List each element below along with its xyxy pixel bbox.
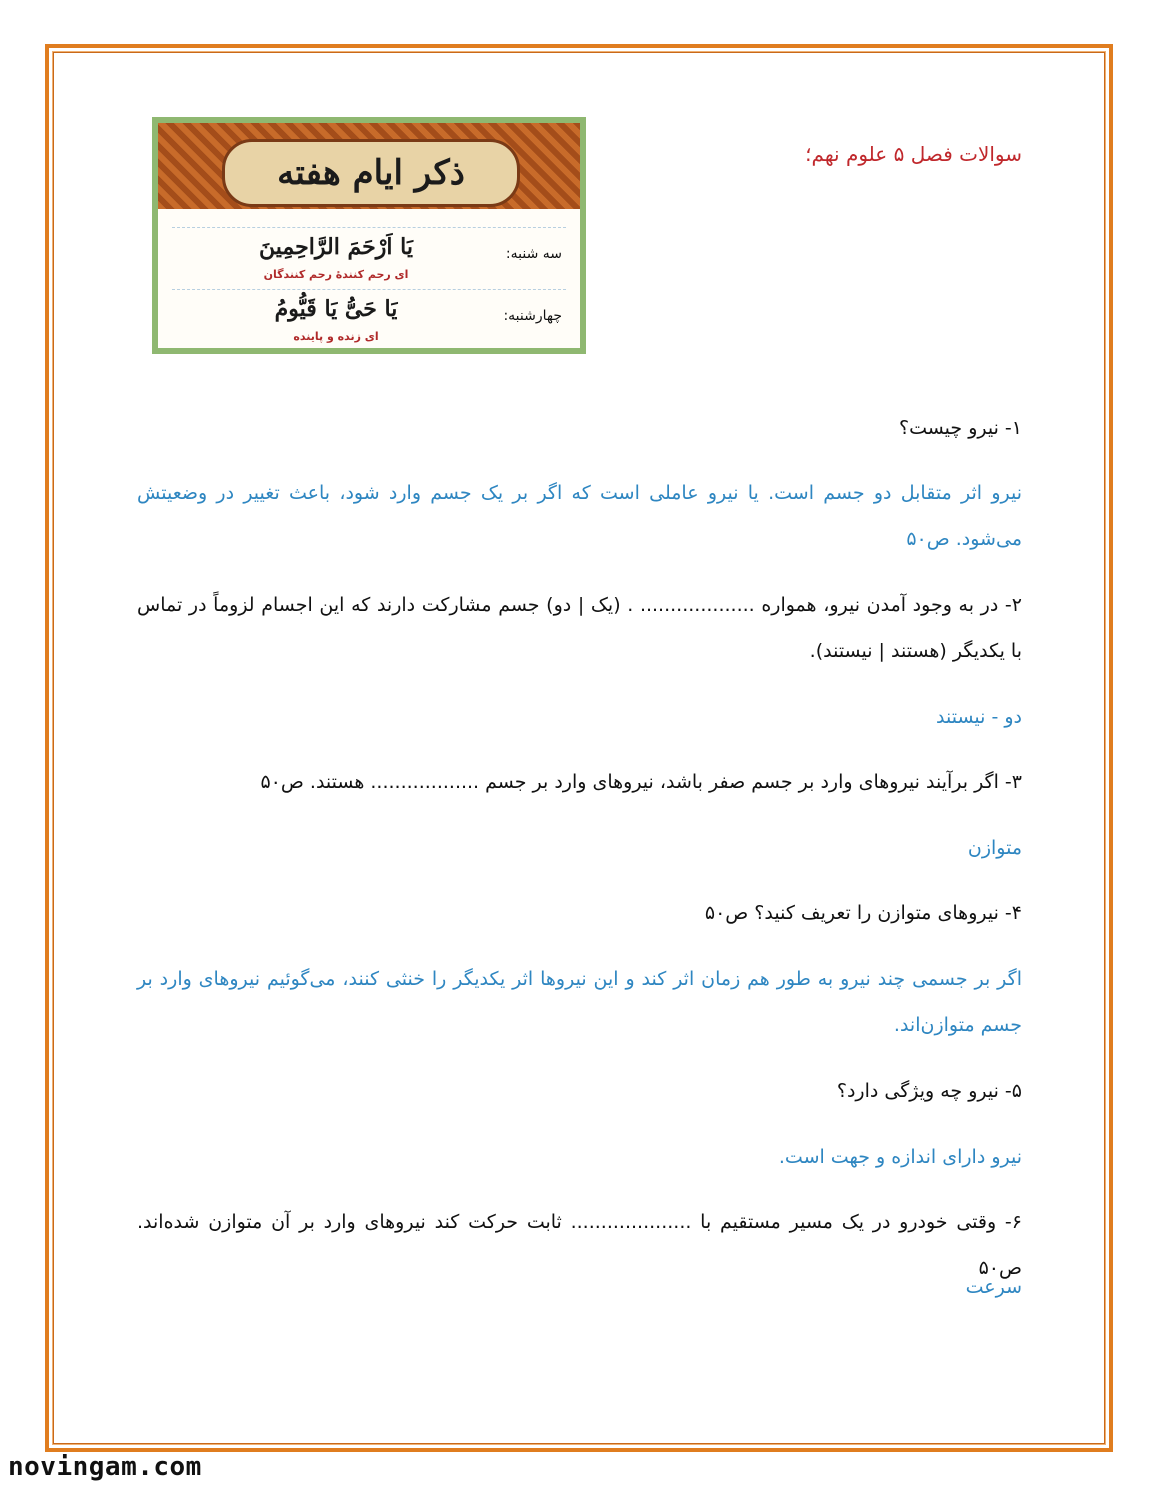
answer-4: اگر بر جسمی چند نیرو به طور هم زمان اثر کند و این نیروها اثر یکدیگر را خنثی کنند، می‌گوئیم نیروهای وارد بر جسم متوازن‌اند. <box>137 968 1022 1036</box>
card-row-dhikr: یَا حَیُّ یَا قَیُّومُ <box>274 296 398 322</box>
site-watermark: novingam.com <box>8 1452 202 1482</box>
card-title: ذکر ایام هفته <box>277 153 465 193</box>
answer-1: نیرو اثر متقابل دو جسم است. یا نیرو عاملی است که اگر بر یک جسم وارد شود، باعث تغییر در وضعیتش می‌شود. ص۵۰ <box>137 482 1022 550</box>
card-ornament-header <box>158 123 580 209</box>
page-title: سوالات فصل ۵ علوم نهم؛ <box>805 142 1022 166</box>
card-row-meaning: ای زنده و پاینده <box>293 330 379 343</box>
card-title-frame <box>222 139 520 207</box>
card-row-wednesday <box>172 289 566 352</box>
card-row-dhikr: یَا اَرْحَمَ الرَّاحِمِینَ <box>259 234 413 260</box>
card-row-tuesday <box>172 227 566 290</box>
question-3: ۳- اگر برآیند نیروهای وارد بر جسم صفر باشد، نیروهای وارد بر جسم .................. هستند. ص۵۰ <box>260 771 1022 793</box>
question-5: ۵- نیرو چه ویژگی دارد؟ <box>836 1080 1022 1102</box>
question-1: ۱- نیرو چیست؟ <box>898 417 1022 439</box>
dhikr-card-image <box>152 117 586 354</box>
answer-2: دو - نیستند <box>936 706 1022 728</box>
card-row-day: چهارشنبه: <box>503 308 562 324</box>
question-4: ۴- نیروهای متوازن را تعریف کنید؟ ص۵۰ <box>704 902 1022 924</box>
answer-3: متوازن <box>967 837 1022 859</box>
card-row-meaning: ای رحم کنندهٔ رحم کنندگان <box>263 268 409 281</box>
question-6: ۶- وقتی خودرو در یک مسیر مستقیم با .................... ثابت حرکت کند نیروهای وارد بر آن متوازن شده‌اند. ص۵۰ <box>137 1211 1022 1279</box>
answer-5: نیرو دارای اندازه و جهت است. <box>778 1146 1022 1168</box>
question-2: ۲- در به وجود آمدن نیرو، همواره ................... . (یک | دو) جسم مشارکت دارند که این اجسام لزوماً در تماس با یکدیگر (هستند | نیستند). <box>137 594 1022 662</box>
card-row-day: سه شنبه: <box>505 246 562 262</box>
answer-6: سرعت <box>965 1276 1022 1298</box>
